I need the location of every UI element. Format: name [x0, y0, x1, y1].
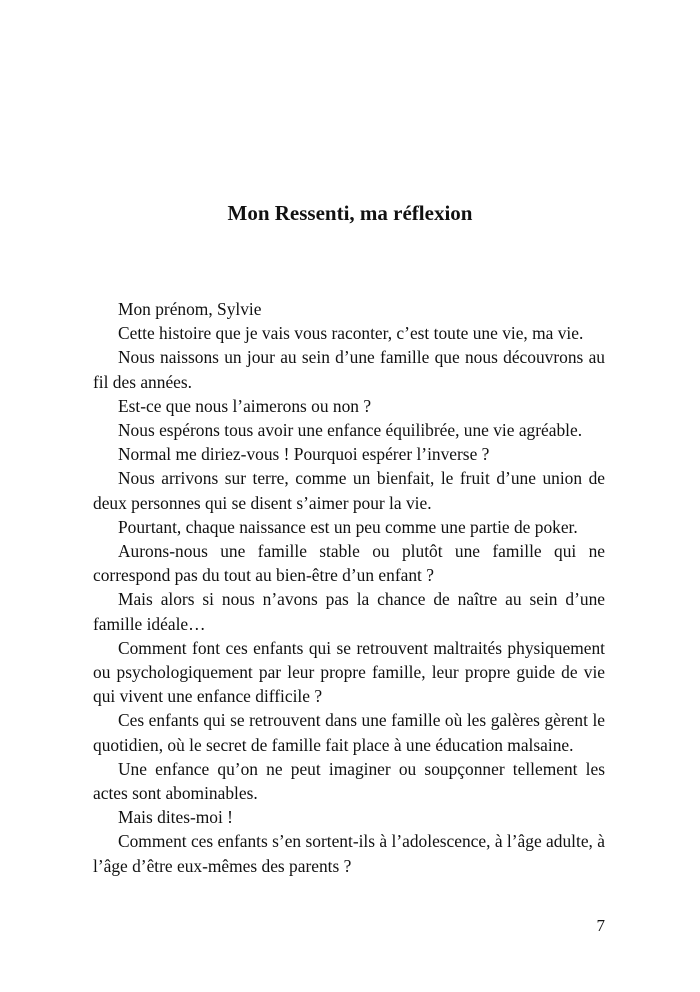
paragraph: Est-ce que nous l’aimerons ou non ?: [118, 395, 372, 416]
paragraph: Nous arrivons sur terre, comme un bienfait, le fruit d’une union de deux personnes qui se disent s’aimer pour la vie.: [93, 468, 605, 513]
paragraph: Nous espérons tous avoir une enfance équilibrée, une vie agréable.: [118, 420, 583, 441]
paragraph: Mais alors si nous n’avons pas la chance de naître au sein d’une famille idéale…: [93, 589, 605, 634]
paragraph: Comment ces enfants s’en sortent-ils à l’adolescence, à l’âge adulte, à l’âge d’être eux-mêmes des parents ?: [93, 831, 605, 876]
paragraph: Aurons-nous une famille stable ou plutôt une famille qui ne correspond pas du tout au bien-être d’un enfant ?: [93, 541, 605, 586]
paragraph: Comment font ces enfants qui se retrouvent maltraités physiquement ou psychologiquement par leur propre famille, leur propre guide de vie qui vivent une enfance difficile ?: [93, 637, 605, 707]
paragraph: Mais dites-moi !: [118, 807, 233, 828]
paragraph: Ces enfants qui se retrouvent dans une famille où les galères gèrent le quotidien, où le secret de famille fait place à une éducation malsaine.: [93, 710, 605, 755]
paragraph: Une enfance qu’on ne peut imaginer ou soupçonner tellement les actes sont abominables.: [93, 758, 605, 804]
paragraph: Cette histoire que je vais vous raconter, c’est toute une vie, ma vie.: [118, 323, 584, 344]
paragraph: Pourtant, chaque naissance est un peu comme une partie de poker.: [118, 516, 578, 537]
paragraph: Normal me diriez-vous ! Pourquoi espérer l’inverse ?: [118, 444, 490, 465]
paragraph: Mon prénom, Sylvie: [118, 299, 262, 319]
page-number: 7: [596, 916, 605, 935]
chapter-title: Mon Ressenti, ma réflexion: [227, 201, 473, 225]
body-text: [93, 297, 605, 878]
paragraph: Nous naissons un jour au sein d’une famille que nous découvrons au fil des années.: [93, 347, 605, 392]
